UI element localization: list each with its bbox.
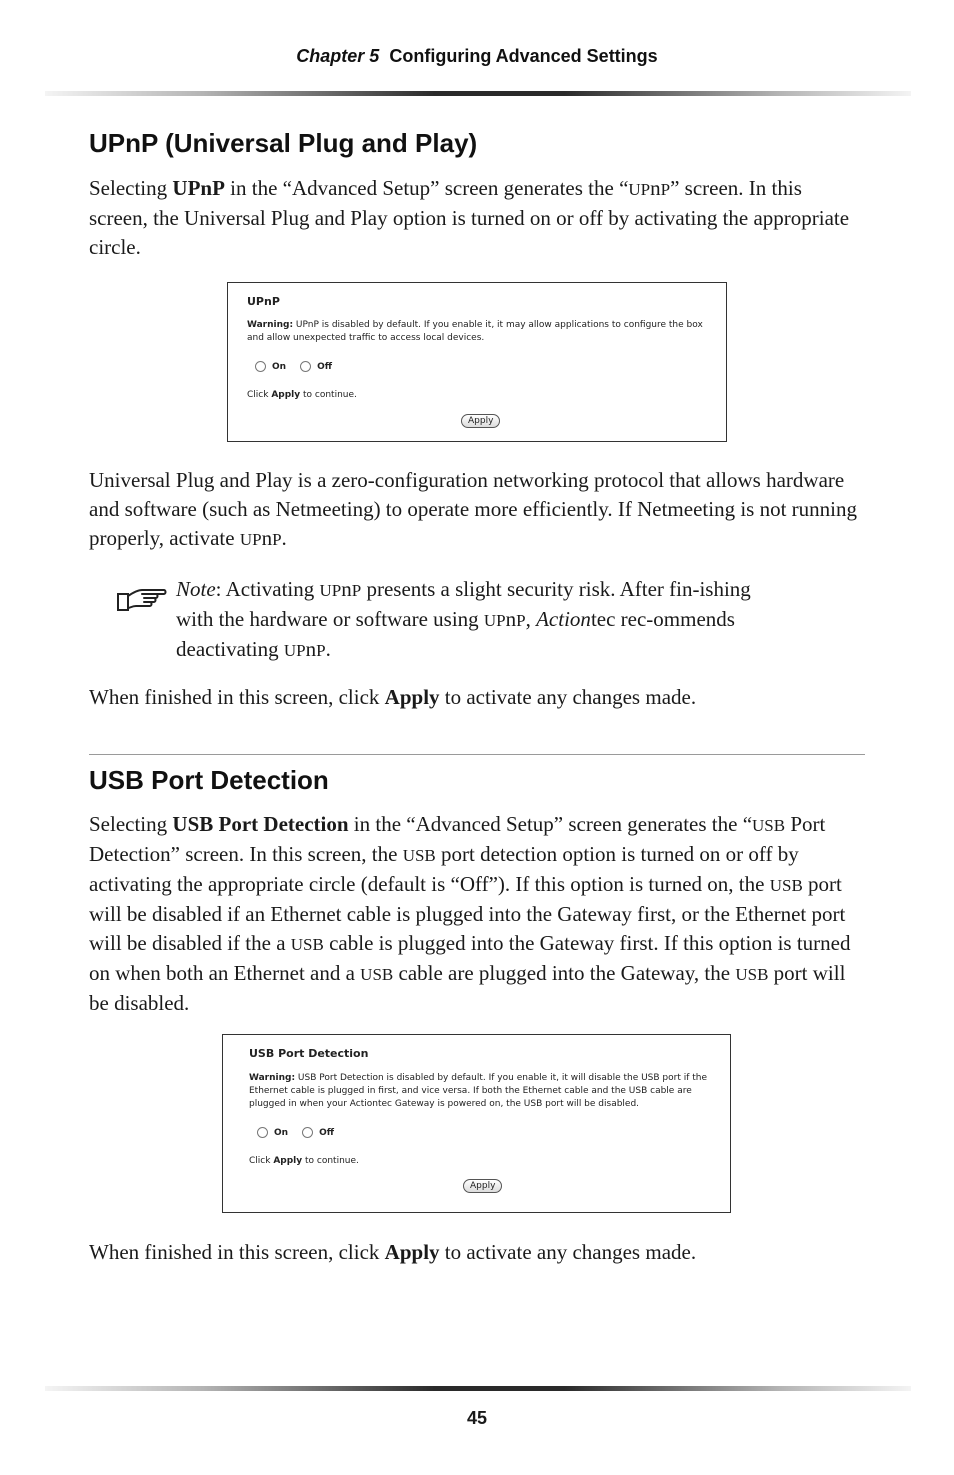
- page-number: 45: [466, 1408, 488, 1428]
- upnp-warning: Warning: UPnP is disabled by default. If you enable it, it may allow applications to configure the box and allow unexpected traffic to access local devices.: [247, 320, 703, 343]
- upnp-radio-group: [255, 361, 346, 372]
- usb-on-label: On: [274, 1127, 289, 1138]
- upnp-on-radio[interactable]: [255, 361, 266, 372]
- upnp-body-paragraph: Universal Plug and Play is a zero-configuration networking protocol that allows hardware and software (such as Netmeeting) to operate more efficiently. If Netmeeting is not running properly, activate UPnP.: [89, 468, 857, 550]
- usb-screenshot: [222, 1034, 731, 1213]
- upnp-note: Note: Activating UPnP presents a slight security risk. After fin-ishing with the hardware or software using UPnP, Actiontec rec-ommends deactivating UPnP.: [176, 577, 751, 661]
- upnp-off-radio[interactable]: [300, 361, 311, 372]
- usb-on-radio[interactable]: [257, 1127, 268, 1138]
- upnp-click-instruction: Click Apply to continue.: [247, 390, 357, 400]
- upnp-finish-paragraph: When finished in this screen, click Apply to activate any changes made.: [89, 685, 697, 709]
- running-header: [0, 46, 954, 67]
- upnp-screenshot-title: UPnP: [247, 295, 280, 308]
- chapter-title: Configuring Advanced Settings: [389, 46, 658, 66]
- usb-warning: Warning: USB Port Detection is disabled by default. If you enable it, it will disable the USB port if the Ethernet cable is plugged in first, and vice versa. If both the Ethernet cable and the USB cable are plugged in when your Actiontec Gateway is powered on, the USB port will be disabled.: [249, 1073, 708, 1109]
- usb-click-instruction: Click Apply to continue.: [249, 1156, 359, 1166]
- section-divider: [89, 754, 865, 755]
- usb-off-label: Off: [319, 1127, 335, 1138]
- footer-rule: [45, 1386, 911, 1391]
- upnp-intro-paragraph: Selecting UPnP in the “Advanced Setup” screen generates the “UPnP” screen. In this screen, the Universal Plug and Play option is turned on or off by activating the appropriate circle.: [89, 176, 850, 259]
- usb-screenshot-title: USB Port Detection: [249, 1047, 369, 1060]
- upnp-off-label: Off: [317, 361, 333, 372]
- pointing-hand-icon: [116, 584, 168, 612]
- upnp-on-label: On: [272, 361, 287, 372]
- usb-apply-button[interactable]: Apply: [463, 1179, 502, 1193]
- upnp-apply-button[interactable]: Apply: [461, 414, 500, 428]
- usb-finish-paragraph: When finished in this screen, click Apply to activate any changes made.: [89, 1240, 697, 1264]
- usb-radio-group: [257, 1127, 348, 1138]
- chapter-label: Chapter 5: [296, 46, 380, 66]
- upnp-screenshot: [227, 282, 727, 442]
- header-rule: [45, 91, 911, 96]
- usb-heading: USB Port Detection: [89, 765, 329, 795]
- usb-intro-paragraph: Selecting USB Port Detection in the “Advanced Setup” screen generates the “USB Port Detection” screen. In this screen, the USB port detection option is turned on or off by activating the appropriate circle (default is “Off”). If this option is turned on, the USB port will be disabled if an Ethernet cable is plugged into the Gateway first, or the Ethernet port will be disabled if the a USB cable is plugged into the Gateway first. If this option is turned on when both an Ethernet and a USB cable are plugged into the Gateway, the USB port will be disabled.: [89, 812, 851, 1015]
- usb-off-radio[interactable]: [302, 1127, 313, 1138]
- upnp-heading: UPnP (Universal Plug and Play): [89, 128, 478, 158]
